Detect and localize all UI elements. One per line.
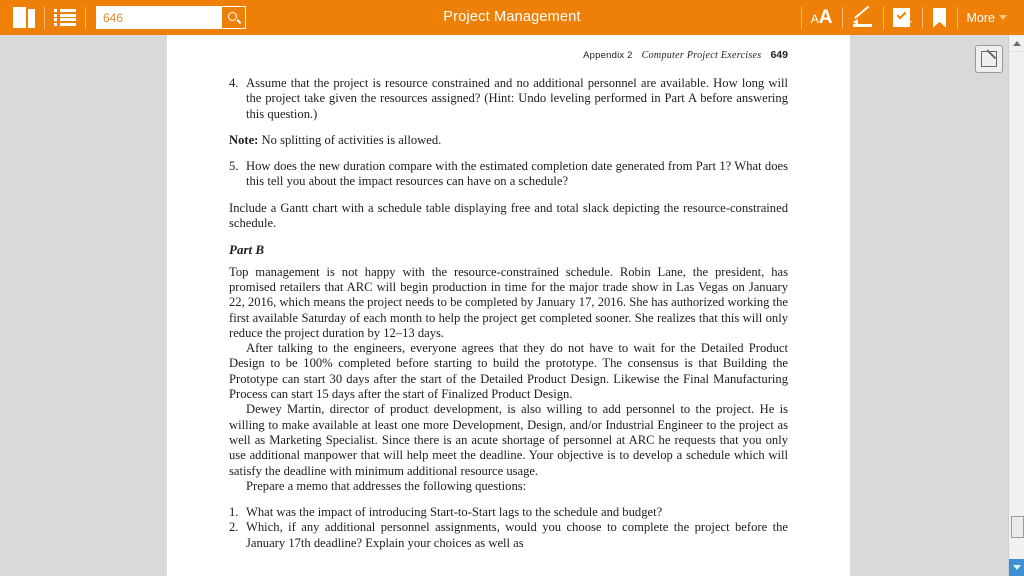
notes-button[interactable] — [886, 0, 920, 35]
bookmark-button[interactable] — [925, 0, 955, 35]
list-item-number: 4. — [229, 76, 239, 90]
list-item-number: 1. — [229, 505, 239, 520]
running-head — [229, 49, 788, 61]
paragraph: Include a Gantt chart with a schedule table displaying free and total slack depicting the resource-constrained schedule. — [229, 200, 788, 231]
toolbar-divider — [842, 7, 843, 29]
pencil-highlighter-icon — [852, 8, 874, 28]
paragraph: After talking to the engineers, everyone agrees that they do not have to wait for the Detailed Product Design to be 100% completed before starting to build the prototype. The consensus is that Building the Prototype can start 30 days after the start of the Detailed Product Design. Likewise the Final Manufacturing Process can start 15 days after the start of Finalized Product Design. — [229, 341, 788, 402]
scrollbar-down-button[interactable] — [1009, 559, 1024, 576]
scrollbar-up-button[interactable] — [1009, 35, 1024, 52]
list-item — [229, 520, 788, 551]
toolbar-divider — [922, 7, 923, 29]
scroll-down-arrow-icon — [1013, 565, 1021, 570]
vertical-scrollbar[interactable] — [1008, 35, 1024, 576]
toolbar-left-group — [0, 0, 246, 35]
note-label: Note: — [229, 132, 259, 147]
toolbar-divider — [85, 7, 86, 29]
list-item-text: What was the impact of introducing Start-to-Start lags to the schedule and budget? — [246, 505, 663, 520]
page-body — [229, 76, 788, 551]
reader-viewport[interactable] — [0, 35, 1008, 576]
more-menu-button[interactable] — [960, 0, 1014, 35]
list-item — [229, 76, 788, 122]
search-box[interactable] — [96, 6, 246, 29]
more-menu-label: More — [966, 10, 995, 25]
list-item-number: 2. — [229, 520, 239, 535]
edit-note-button[interactable] — [975, 45, 1003, 73]
toolbar-divider — [801, 7, 802, 29]
toolbar-divider — [957, 7, 958, 29]
edit-pencil-square-icon — [981, 51, 997, 67]
document-title: Project Management — [443, 9, 581, 25]
table-of-contents-button[interactable] — [47, 0, 83, 35]
note-paragraph — [229, 133, 788, 148]
list-item-text: Which, if any additional personnel assignments, would you choose to complete the project before the January 17th deadline? Explain your choices as well as — [246, 520, 788, 550]
list-item-text: How does the new duration compare with the estimated completion date generated from Part 1? What does this tell you about the impact resources can have on a schedule? — [246, 159, 788, 189]
book-pages-icon — [13, 7, 35, 29]
book-page — [167, 35, 850, 576]
toolbar-right-group — [799, 0, 1024, 35]
chevron-down-icon — [999, 15, 1007, 20]
list-item-number: 5. — [229, 159, 239, 174]
search-icon — [228, 12, 240, 24]
list-icon — [54, 9, 76, 26]
running-head-title: Computer Project Exercises — [641, 50, 762, 61]
font-size-large-a: A — [818, 7, 833, 28]
section-heading: Part B — [229, 242, 265, 258]
toolbar-divider — [44, 7, 45, 29]
paragraph: Dewey Martin, director of product development, is also willing to add personnel to the project. He is willing to make available at least one more Development, Design, and/or Industrial Engineer to the project as well as Marketing Specialist. Since there is an acute shortage of personnel at ARC he requests that you only use additional manpower that will help meet the deadline. Your objective is to develop a schedule which will satisfy the deadline with minimum additional resource usage. — [229, 402, 788, 478]
note-text: No splitting of activities is allowed. — [258, 132, 442, 147]
font-size-small-a: A — [810, 12, 819, 26]
running-head-appendix: Appendix 2 — [583, 50, 633, 61]
font-size-button[interactable] — [804, 0, 840, 35]
highlighter-button[interactable] — [845, 0, 881, 35]
toolbar-divider — [883, 7, 884, 29]
list-item — [229, 159, 788, 190]
bookmark-icon — [933, 8, 946, 28]
list-item — [229, 505, 788, 520]
scrollbar-thumb[interactable] — [1011, 516, 1024, 538]
paragraph: Top management is not happy with the resource-constrained schedule. Robin Lane, the president, has promised retailers that ARC will begin production in time for the major trade show in Las Vegas on January 22, 2016, which means the project needs to be completed by January 17, 2016. She has authorized working the first available Saturday of each month to help the project get completed sooner. She realizes that this will only reduce the project duration by 12–13 days. — [229, 264, 788, 340]
font-size-icon — [811, 8, 833, 27]
scroll-up-arrow-icon — [1013, 41, 1021, 46]
search-input[interactable] — [97, 7, 222, 28]
paragraph: Prepare a memo that addresses the following questions: — [246, 478, 527, 493]
library-button[interactable] — [6, 0, 42, 35]
note-check-icon — [893, 8, 913, 28]
page-number: 649 — [770, 49, 788, 61]
top-toolbar — [0, 0, 1024, 35]
list-item-text: Assume that the project is resource constrained and no additional personnel are available. How long will the project take given the resources assigned? (Hint: Undo leveling performed in Part A before answering this question.) — [246, 76, 788, 121]
search-submit-button[interactable] — [222, 7, 245, 28]
